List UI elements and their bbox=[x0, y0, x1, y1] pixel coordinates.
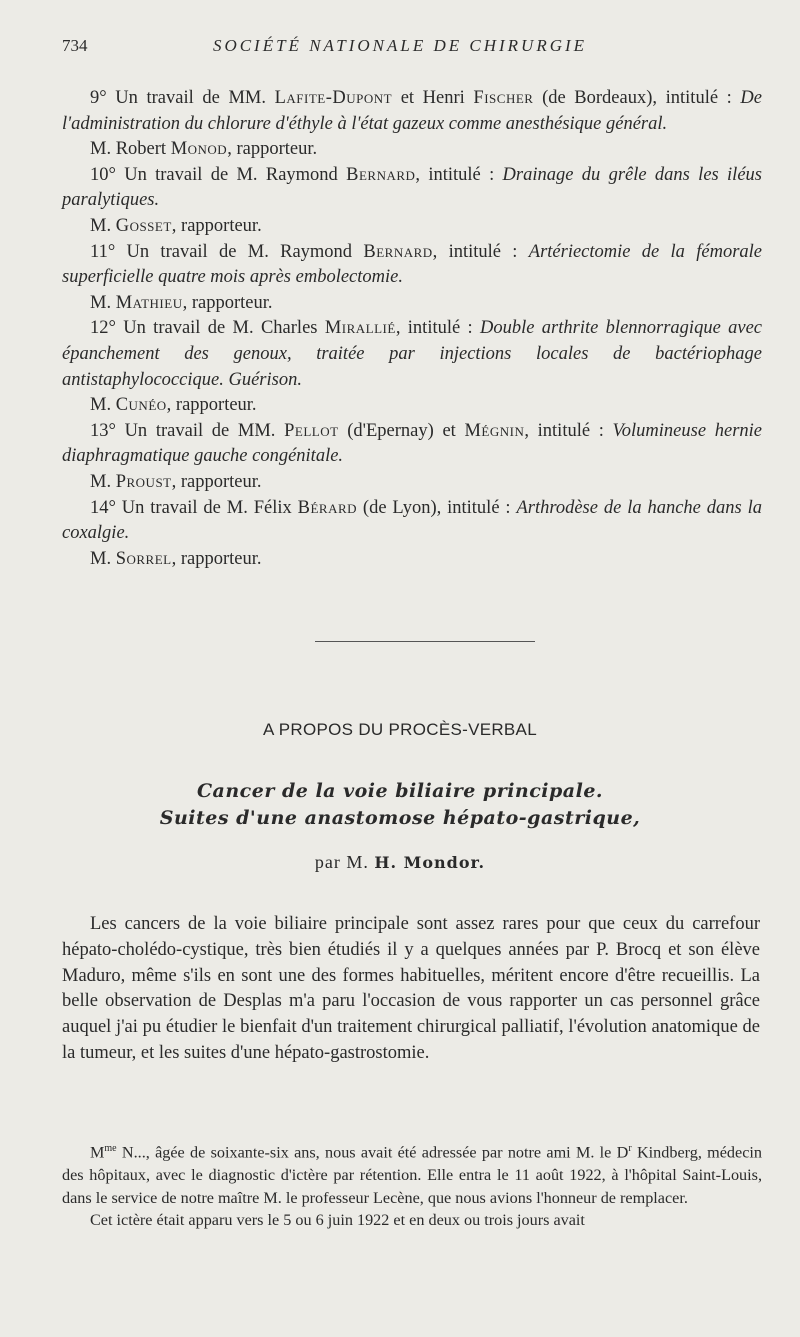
list-item bbox=[62, 316, 762, 393]
rapporteur-line bbox=[62, 214, 762, 240]
body-paragraph: Les cancers de la voie biliaire principale sont assez rares pour que ceux du carrefour hépato-cholédo-cystique, très bien étudiés il y a quelques années par P. Brocq et son élève Maduro, même s'ils en sont une des formes habituelles, méritent encore d'être recueillis. La belle observation de Desplas m'a paru l'occasion de vous rapporter un cas personnel grâce auquel j'ai pu étudier le bienfait d'un traitement chirurgical palliatif, l'évolution anatomique de la tumeur, et les suites d'une hépato-gastrostomie. bbox=[62, 914, 760, 1063]
item-text: 13° Un travail de MM. bbox=[90, 420, 285, 441]
item-text: , intitulé : bbox=[415, 164, 503, 185]
item-text: Bérard bbox=[297, 497, 358, 518]
rapporteur-text: Cunéo bbox=[115, 395, 167, 416]
list-item bbox=[62, 163, 762, 214]
work-title: Drainage du grêle dans les iléus paralytiques. bbox=[62, 164, 762, 211]
rapporteur-text: Sorrel bbox=[115, 548, 172, 569]
article-title-line-2: Suites d'une anastomose hépato-gastrique, bbox=[159, 807, 641, 829]
running-title: SOCIÉTÉ NATIONALE DE CHIRURGIE bbox=[212, 36, 588, 55]
rapporteur-text: , rapporteur. bbox=[227, 139, 318, 160]
item-text: 9° Un travail de MM. bbox=[90, 88, 275, 108]
item-text: Bernard bbox=[363, 241, 433, 262]
rapporteur-text: M. bbox=[90, 548, 116, 569]
submissions-list bbox=[62, 86, 762, 572]
item-text: Bernard bbox=[346, 164, 416, 185]
rapporteur-line bbox=[62, 470, 762, 496]
obs-text-c: Kindberg, médecin des hôpitaux, avec le diagnostic d'ictère par rétention. Elle entra le 11 août 1922, à l'hôpital Saint-Louis, dans le service de notre maître M. le professeur Lecène, que nous avions l'honneur de remplacer. bbox=[62, 1143, 762, 1207]
article-title bbox=[0, 778, 800, 832]
item-text: (de Bordeaux), intitulé : bbox=[533, 88, 741, 108]
byline-prefix: par M. bbox=[314, 852, 375, 872]
rapporteur-text: , rapporteur. bbox=[166, 395, 257, 416]
rapporteur-text: Gosset bbox=[115, 215, 172, 236]
item-text: 12° Un travail de M. Charles bbox=[90, 318, 325, 339]
obs-superscript-2: r bbox=[628, 1143, 632, 1154]
rapporteur-text: M. bbox=[90, 395, 116, 416]
work-title: Artériectomie de la fémorale superficielle quatre mois après embolectomie. bbox=[62, 241, 762, 288]
rapporteur-text: Proust bbox=[115, 471, 172, 492]
author-name: H. Mondor. bbox=[374, 853, 486, 872]
item-text: (de Lyon) bbox=[357, 497, 437, 518]
rapporteur-text: M. bbox=[90, 215, 116, 236]
section-heading: A PROPOS DU PROCÈS-VERBAL bbox=[263, 720, 537, 739]
item-text: 11° Un travail de M. Raymond bbox=[90, 241, 364, 262]
rapporteur-text: , rapporteur. bbox=[171, 215, 262, 236]
rapporteur-line bbox=[62, 137, 762, 163]
rapporteur-text: , rapporteur. bbox=[171, 471, 262, 492]
item-text: 14° Un travail de M. Félix bbox=[90, 497, 298, 518]
rapporteur-line bbox=[62, 393, 762, 419]
section-divider bbox=[315, 641, 535, 642]
rapporteur-text: M. bbox=[90, 292, 116, 313]
item-text: (d'Epernay) et bbox=[338, 420, 465, 441]
item-text: 10° Un travail de M. Raymond bbox=[90, 164, 347, 185]
item-text: Pellot bbox=[284, 420, 339, 441]
obs-text-a: M bbox=[90, 1143, 105, 1162]
item-text: et Henri bbox=[392, 88, 474, 108]
item-text: , intitulé : bbox=[524, 420, 613, 441]
list-item bbox=[62, 419, 762, 470]
rapporteur-line bbox=[62, 291, 762, 317]
observation-paragraph-2: Cet ictère était apparu vers le 5 ou 6 juin 1922 et en deux ou trois jours avait bbox=[90, 1211, 585, 1230]
item-text: , intitulé : bbox=[395, 318, 481, 339]
item-text: Mégnin bbox=[464, 420, 525, 441]
byline bbox=[0, 852, 800, 873]
item-text: , intitulé : bbox=[432, 241, 529, 262]
rapporteur-text: , rapporteur. bbox=[171, 548, 262, 569]
obs-superscript-1: me bbox=[104, 1143, 117, 1154]
rapporteur-text: M. bbox=[90, 471, 116, 492]
work-title: Arthrodèse de la hanche dans la coxalgie. bbox=[62, 497, 762, 544]
item-text: Mirallié bbox=[324, 318, 396, 339]
obs-text-b: N..., âgée de soixante-six ans, nous avait été adressée par notre ami M. le D bbox=[116, 1143, 629, 1162]
rapporteur-text: Monod bbox=[170, 139, 228, 160]
observation-paragraph-1 bbox=[62, 1138, 762, 1209]
item-text: Fischer bbox=[473, 88, 534, 108]
article-title-line-1: Cancer de la voie biliaire principale. bbox=[196, 780, 604, 802]
page-header bbox=[0, 36, 800, 60]
list-item bbox=[62, 86, 762, 137]
work-title: Double arthrite blennorragique avec épanchement des genoux, traitée par injections locales de bactériophage antistaphylococcique. Guérison. bbox=[62, 318, 762, 390]
item-text: , intitulé : bbox=[436, 497, 517, 518]
list-item bbox=[62, 496, 762, 547]
work-title: De l'administration du chlorure d'éthyle à l'état gazeux comme anesthésique général. bbox=[62, 88, 762, 134]
page-number: 734 bbox=[62, 36, 88, 55]
rapporteur-text: M. Robert bbox=[90, 139, 171, 160]
rapporteur-line bbox=[62, 547, 762, 573]
item-text: Lafite-Dupont bbox=[274, 88, 393, 108]
work-title: Volumineuse hernie diaphragmatique gauche congénitale. bbox=[62, 420, 762, 467]
observation-text bbox=[62, 1138, 762, 1232]
rapporteur-text: Mathieu bbox=[115, 292, 183, 313]
list-item bbox=[62, 240, 762, 291]
rapporteur-text: , rapporteur. bbox=[182, 292, 273, 313]
